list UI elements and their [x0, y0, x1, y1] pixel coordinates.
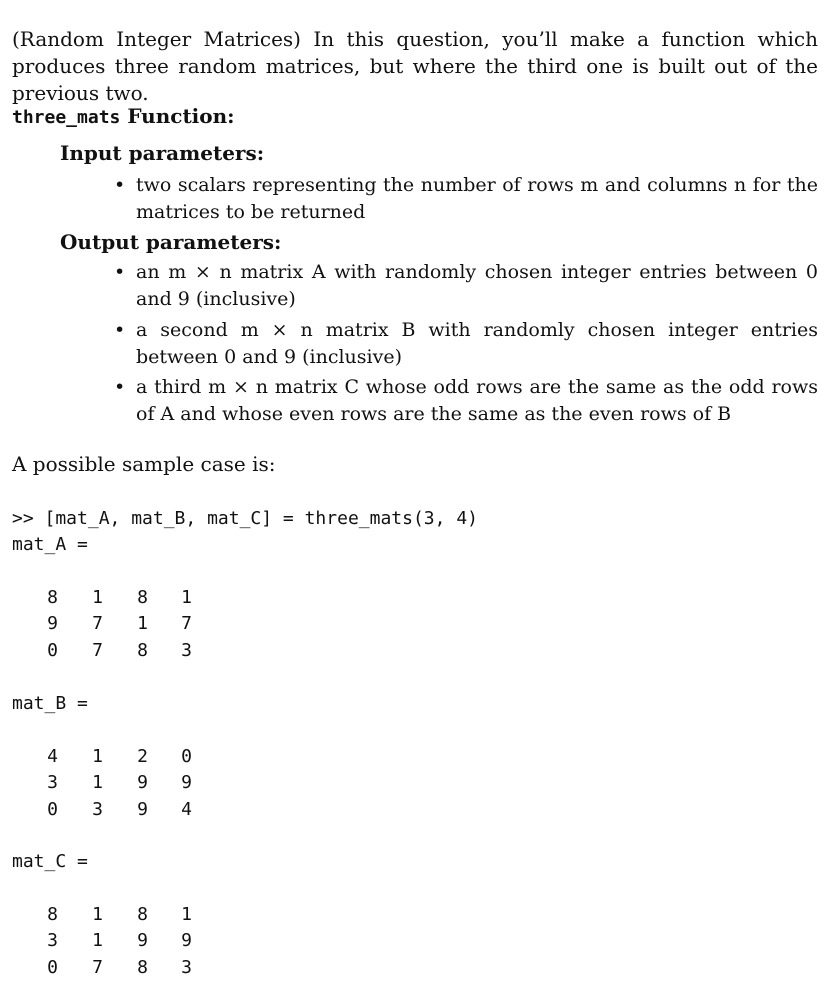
matrix-cell: 9	[181, 772, 192, 793]
matrix-cell: 1	[92, 746, 103, 767]
matrix-cell: 8	[47, 904, 58, 925]
matrix-cell: 7	[92, 640, 103, 661]
matrix-cell: 8	[137, 957, 148, 978]
matrix-cell: 3	[92, 799, 103, 820]
input-item	[114, 172, 818, 226]
output-item-text: a second m × n matrix B with randomly chosen integer entries between 0 and 9 (inclusive)	[136, 319, 818, 368]
matrix-cell: 3	[47, 772, 58, 793]
command-line: >> [mat_A, mat_B, mat_C] = three_mats(3, 4)	[12, 508, 478, 529]
bullet-icon: •	[114, 261, 126, 283]
matrix-label: mat_A =	[12, 534, 88, 555]
matrix-label: mat_C =	[12, 851, 88, 872]
matrix-cell: 0	[181, 746, 192, 767]
matrix-cell: 7	[181, 613, 192, 634]
matrix-cell: 0	[47, 640, 58, 661]
matrix-cell: 7	[92, 957, 103, 978]
matrix-cell: 4	[47, 746, 58, 767]
matrix-cell: 9	[137, 772, 148, 793]
matrix-label: mat_B =	[12, 693, 88, 714]
function-heading-suffix: Function:	[120, 104, 235, 128]
matrix-cell: 0	[47, 799, 58, 820]
bullet-icon: •	[114, 319, 126, 341]
function-name: three_mats	[12, 107, 121, 128]
matrix-cell: 0	[47, 957, 58, 978]
output-item	[114, 374, 818, 428]
matrix-cell: 1	[181, 587, 192, 608]
function-heading	[12, 104, 235, 128]
matrix-cell: 9	[137, 799, 148, 820]
matrix-cell: 8	[137, 640, 148, 661]
matrix-cell: 1	[92, 904, 103, 925]
matrix-cell: 9	[181, 930, 192, 951]
output-item-text: a third m × n matrix C whose odd rows are the same as the odd rows of A and whose even rows are the same as the even rows of B	[136, 376, 818, 425]
matrix-cell: 7	[92, 613, 103, 634]
matrix-cell: 3	[181, 957, 192, 978]
bullet-icon: •	[114, 174, 126, 196]
matrix-cell: 1	[181, 904, 192, 925]
matrix-cell: 1	[92, 772, 103, 793]
intro-paragraph: (Random Integer Matrices) In this question, you’ll make a function which produces three random matrices, but where the third one is built out of the previous two.	[12, 27, 818, 105]
output-item	[114, 259, 818, 313]
output-parameters-heading: Output parameters:	[60, 230, 282, 254]
matrix-cell: 3	[181, 640, 192, 661]
matrix-cell: 9	[137, 930, 148, 951]
bullet-icon: •	[114, 376, 126, 398]
input-parameters-heading: Input parameters:	[60, 141, 265, 165]
sample-heading: A possible sample case is:	[12, 452, 276, 476]
output-item-text: an m × n matrix A with randomly chosen integer entries between 0 and 9 (inclusive)	[136, 261, 818, 310]
output-item	[114, 317, 818, 371]
matrix-cell: 1	[137, 613, 148, 634]
matrix-cell: 8	[137, 587, 148, 608]
matrix-cell: 2	[137, 746, 148, 767]
matrix-cell: 1	[92, 930, 103, 951]
matrix-cell: 4	[181, 799, 192, 820]
matrix-cell: 9	[47, 613, 58, 634]
matrix-cell: 8	[137, 904, 148, 925]
matrix-cell: 8	[47, 587, 58, 608]
matrix-cell: 3	[47, 930, 58, 951]
input-item-text: two scalars representing the number of rows m and columns n for the matrices to be returned	[136, 174, 818, 223]
matrix-cell: 1	[92, 587, 103, 608]
